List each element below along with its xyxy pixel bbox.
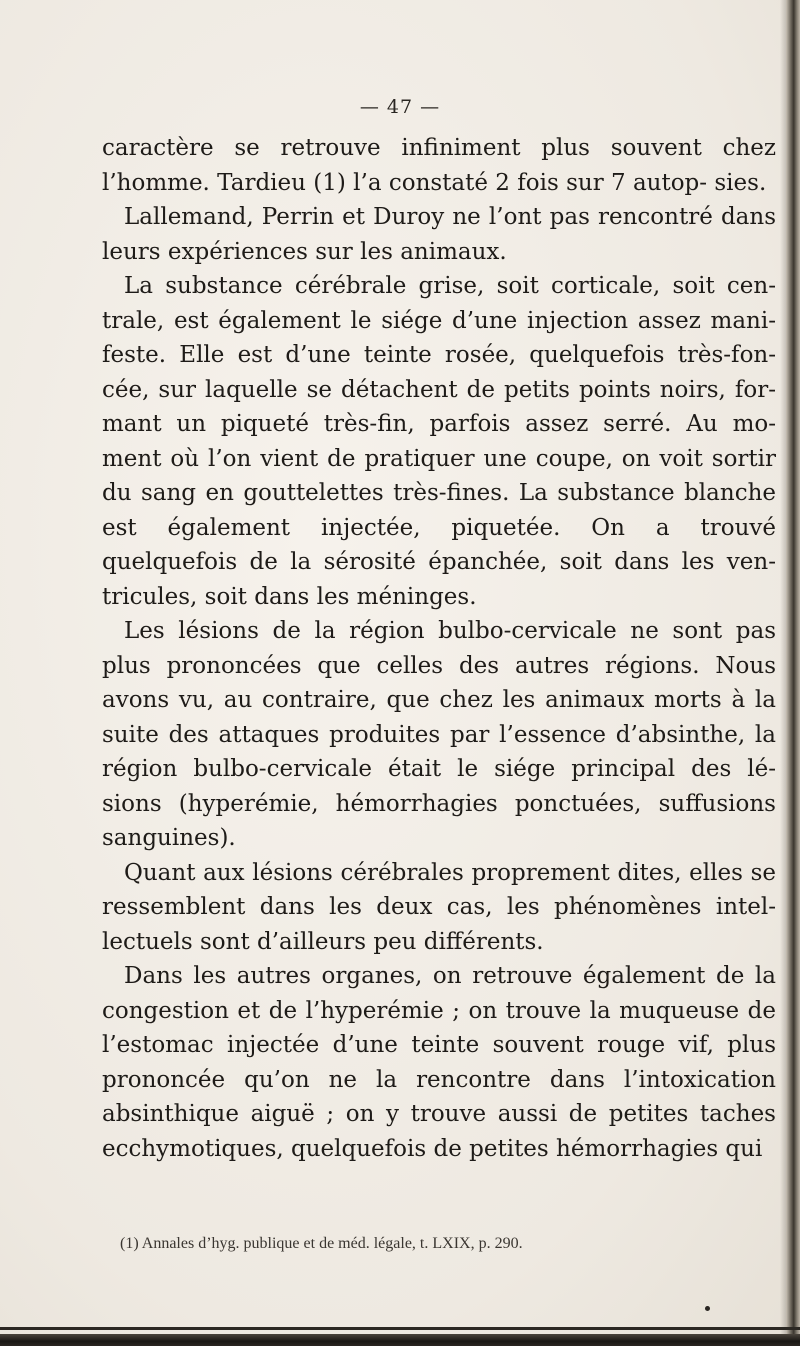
paragraph: Quant aux lésions cérébrales proprement dites, elles se ressemblent dans les deux cas, les phénomènes intel- lectuels sont d’ailleurs peu différents.: [102, 859, 776, 955]
footnote: (1) Annales d’hyg. publique et de méd. légale, t. LXIX, p. 290.: [120, 1235, 523, 1252]
paragraph: Dans les autres organes, on retrouve également de la congestion et de l’hyperémie ; on trouve la muqueuse de l’estomac injectée d’une teinte souvent rouge vif, plus prononcée qu’on ne la rencontre dans l’intoxication absinthique aiguë ; on y trouve aussi de petites taches ecchymotiques, quelquefois de petites hémorrhagies qui: [102, 963, 776, 1162]
paragraph: La substance cérébrale grise, soit corticale, soit cen- trale, est également le siége d’une injection assez mani- feste. Elle est d’une teinte rosée, quelquefois très-fon- cée, sur laquelle se détachent de petits points noirs, for- mant un piqueté très-fin, parfois assez serré. Au mo- ment où l’on vient de pratiquer une coupe, on voit sortir du sang en gouttelettes très-fines. La substance blanche est également injectée, piquetée. On a trouvé quelquefois de la sérosité épanchée, soit dans les ven- tricules, soit dans les méninges.: [102, 273, 776, 610]
bottom-rule: [0, 1327, 800, 1330]
paragraph: Les lésions de la région bulbo-cervicale ne sont pas plus prononcées que celles des autres régions. Nous avons vu, au contraire, que chez les animaux morts à la suite des attaques produites par l’essence d’absinthe, la région bulbo-cervicale était le siége principal des lé- sions (hyperémie, hémorrhagies ponctuées, suffusions sanguines).: [102, 618, 776, 851]
body-text: [102, 131, 776, 1166]
ink-speck: [705, 1306, 710, 1311]
page-number: — 47 —: [359, 96, 441, 118]
page-edge: [786, 0, 800, 1346]
paragraph: Lallemand, Perrin et Duroy ne l’ont pas rencontré dans leurs expériences sur les animaux.: [102, 204, 776, 265]
scan-bottom-edge: [0, 1334, 800, 1346]
paragraph: caractère se retrouve infiniment plus souvent chez l’homme. Tardieu (1) l’a constaté 2 fois sur 7 autop- sies.: [102, 135, 776, 196]
